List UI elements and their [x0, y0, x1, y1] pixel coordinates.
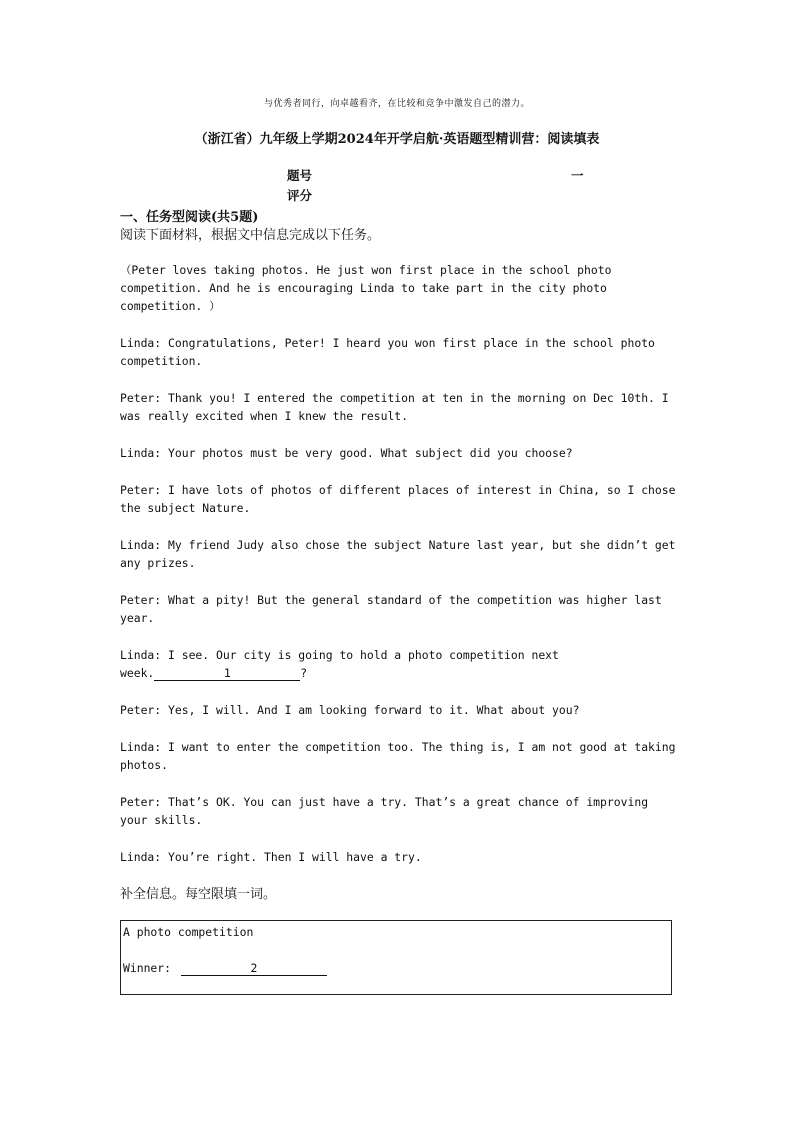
- question-mark: ?: [300, 666, 308, 681]
- score-table-column-1: 一: [571, 168, 584, 183]
- page-title: （浙江省）九年级上学期2024年开学启航·英语题型精训营：阅读填表: [194, 132, 600, 147]
- task-instruction: 补全信息。每空限填一词。: [120, 887, 277, 902]
- fill-in-table: [120, 920, 672, 995]
- winner-row: [123, 961, 327, 976]
- dialogue-line: Peter: Thank you! I entered the competition at ten in the morning on Dec 10th. I was really excited when I knew the result.: [120, 391, 669, 424]
- passage-intro: （Peter loves taking photos. He just won first place in the school photo competition. And he is encouraging Linda to take part in the city photo competition. ）: [120, 263, 612, 314]
- dialogue-text: Linda: I see. Our city is going to hold a photo competition next week.: [120, 648, 559, 681]
- section-instruction: 阅读下面材料，根据文中信息完成以下任务。: [120, 228, 381, 243]
- dialogue-line: Linda: You’re right. Then I will have a try.: [120, 850, 422, 864]
- dialogue-line: Linda: Your photos must be very good. What subject did you choose?: [120, 446, 573, 460]
- dialogue-line: Linda: My friend Judy also chose the subject Nature last year, but she didn’t get any prizes.: [120, 538, 676, 571]
- dialogue-line: Peter: I have lots of photos of different places of interest in China, so I chose the subject Nature.: [120, 483, 676, 516]
- table-title: A photo competition: [123, 925, 254, 939]
- answer-blank-1[interactable]: 1: [154, 667, 300, 681]
- dialogue-line: Linda: I want to enter the competition too. The thing is, I am not good at taking photos.: [120, 740, 676, 773]
- dialogue-line: Peter: What a pity! But the general standard of the competition was higher last year.: [120, 593, 662, 626]
- winner-label: Winner:: [123, 961, 172, 975]
- dialogue-line-with-blank: [120, 646, 590, 682]
- section-heading: 一、任务型阅读(共5题): [120, 210, 259, 225]
- score-table-score-label: 评分: [287, 188, 313, 203]
- answer-blank-2[interactable]: 2: [181, 962, 327, 976]
- dialogue-line: Linda: Congratulations, Peter! I heard you won first place in the school photo competition.: [120, 336, 655, 369]
- dialogue-line: Peter: Yes, I will. And I am looking forward to it. What about you?: [120, 703, 580, 717]
- dialogue-line: Peter: That’s OK. You can just have a try. That’s a great chance of improving your skills.: [120, 795, 649, 828]
- score-table-question-label: 题号: [287, 168, 313, 183]
- header-motto: 与优秀者同行，向卓越看齐，在比较和竞争中激发自己的潜力。: [263, 99, 530, 109]
